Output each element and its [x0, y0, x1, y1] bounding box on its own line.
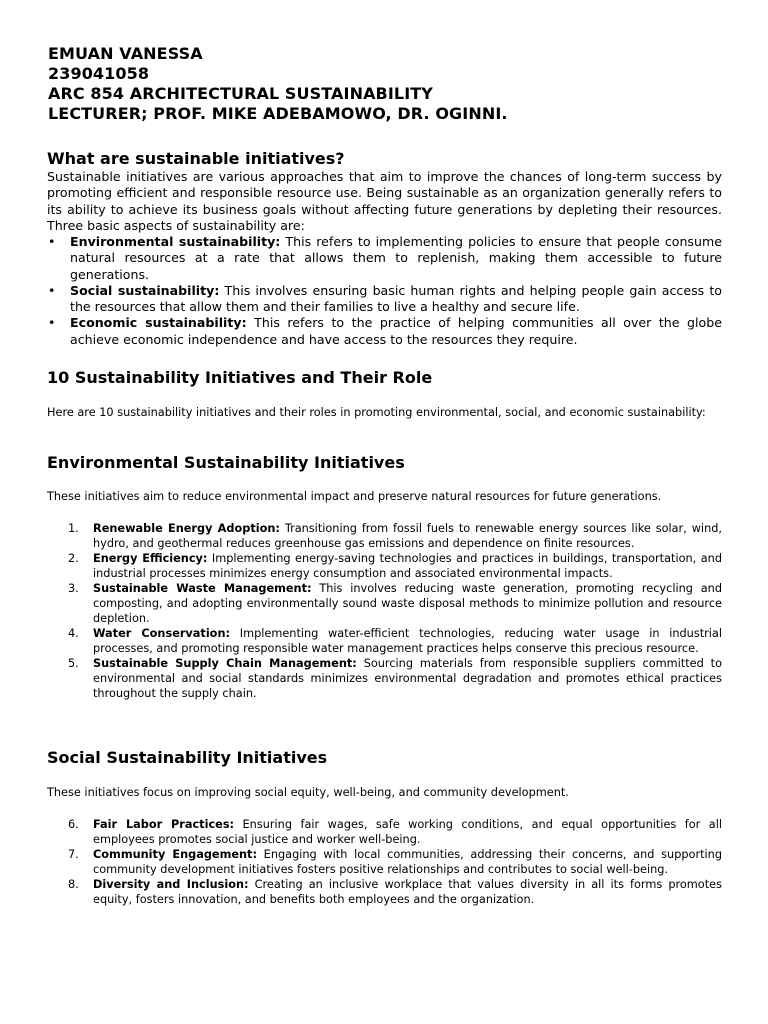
bullet-term: Social sustainability: [70, 282, 220, 298]
list-item: 7. Community Engagement: Engaging with local communities, addressing their concerns, and supporting community development initiatives fosters positive relationships and contributes to social well-being. [68, 848, 723, 876]
intro-paragraph: Sustainable initiatives are various approaches that aim to improve the chances of long-term success by promoting efficient and responsible resource use. Being sustainable as an organization generally refers to its ability to achieve its business goals without affecting future generations by depleting their resources. Three basic aspects of sustainability are: [47, 169, 722, 233]
environmental-initiatives-list [68, 521, 722, 701]
lecturer-line: LECTURER; PROF. MIKE ADEBAMOWO, DR. OGINNI. [48, 104, 508, 123]
list-item: 8. Diversity and Inclusion: Creating an inclusive workplace that values diversity in all its forms promotes equity, fosters innovation, and benefits both employees and the organization. [68, 878, 722, 906]
bullet-term: Environmental sustainability: [70, 234, 281, 249]
environmental-paragraph: These initiatives aim to reduce environmental impact and preserve natural resources for future generations. [47, 490, 662, 503]
list-item: 3. Sustainable Waste Management: This involves reducing waste generation, promoting recycling and composting, and adopting environmentally sound waste disposal methods to minimize pollution and resource depletion. [68, 582, 722, 625]
ten-initiatives-heading: 10 Sustainability Initiatives and Their Role [47, 368, 433, 387]
list-item: 4. Water Conservation: Implementing water-efficient technologies, reducing water usage in industrial processes, and promoting responsible water management practices helps conserve this precious resource. [68, 627, 722, 655]
course-title: ARC 854 ARCHITECTURAL SUSTAINABILITY [48, 84, 433, 103]
bullet-text: This refers to the practice of helping communities all over the globe achieve economic independence and have access to the resources they require. [70, 315, 722, 347]
author-name: EMUAN VANESSA [48, 44, 203, 63]
student-id: 239041058 [48, 64, 150, 83]
list-item: 1. Renewable Energy Adoption: Transitioning from fossil fuels to renewable energy sources like solar, wind, hydro, and geothermal reduces greenhouse gas emissions and dependence on finite resources. [68, 522, 722, 550]
list-item [47, 234, 722, 283]
social-heading: Social Sustainability Initiatives [47, 748, 328, 767]
bullet-text: This refers to implementing policies to ensure that people consume natural resources at a rate that allows them to replenish, making them accessible to future generations. [70, 234, 722, 282]
social-paragraph: These initiatives focus on improving social equity, well-being, and community development. [47, 786, 569, 799]
document-header [48, 44, 508, 124]
list-item: 6. Fair Labor Practices: Ensuring fair wages, safe working conditions, and equal opportunities for all employees promotes social justice and worker well-being. [68, 818, 722, 846]
intro-heading: What are sustainable initiatives? [47, 149, 345, 168]
list-item [47, 283, 722, 316]
bullet-icon: • [48, 282, 56, 298]
bullet-icon: • [48, 315, 56, 331]
list-item [47, 315, 722, 348]
bullet-icon: • [48, 234, 56, 249]
bullet-term: Economic sustainability: [70, 315, 247, 331]
ten-initiatives-paragraph: Here are 10 sustainability initiatives and their roles in promoting environmental, social, and economic sustainability: [47, 406, 706, 419]
list-item: 2. Energy Efficiency: Implementing energy-saving technologies and practices in buildings, transportation, and industrial processes minimizes energy consumption and associated environmental impacts. [68, 552, 722, 580]
social-initiatives-list [68, 817, 722, 907]
environmental-heading: Environmental Sustainability Initiatives [47, 453, 405, 472]
bullet-text: This involves ensuring basic human rights and helping people gain access to the resources that allow them and their families to live a healthy and secure life. [70, 282, 722, 315]
list-item: 5. Sustainable Supply Chain Management: Sourcing materials from responsible suppliers committed to environmental and social standards minimizes environmental degradation and promotes ethical practices throughout the supply chain. [68, 657, 722, 700]
sustainability-aspects-list [47, 234, 722, 348]
